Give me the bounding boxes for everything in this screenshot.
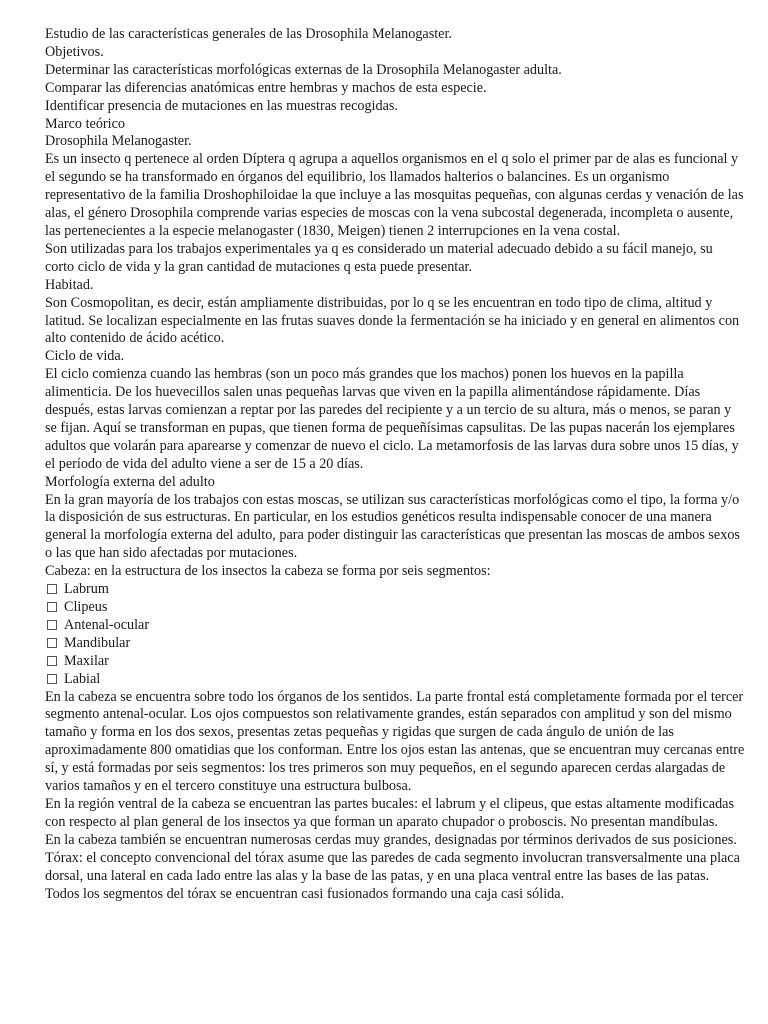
paragraph-lifecycle: El ciclo comienza cuando las hembras (son un poco más grandes que los machos) ponen los huevos en la papilla alimenticia. De los huevecillos salen unas pequeñas larvas que viven en la papilla alimentándose rápidamente. Días después, estas larvas comienzan a reptar por las paredes del recipiente y a un tercio de su altura, más o menos, se paran y se fijan. Aquí se transforman en pupas, que tienen forma de pequeñísimas capsulitas. De las pupas nacerán los ejemplares adultos que volarán para aparearse y comenzar de nuevo el ciclo. La metamorfosis de las larvas dura sobre unos 15 días, y el período de vida del adulto viene a ser de 15 a 20 días. <box>45 366 739 472</box>
paragraph-species-2: Son utilizadas para los trabajos experimentales ya q es considerado un material adecuado debido a su fácil manejo, su corto ciclo de vida y la gran cantidad de mutaciones q esta puede presentar. <box>45 240 713 275</box>
document-title: Estudio de las características generales de las Drosophila Melanogaster. <box>45 26 452 42</box>
head-segment-label: Maxilar <box>64 652 109 669</box>
morphology-heading: Morfología externa del adulto <box>45 473 215 490</box>
lifecycle-heading: Ciclo de vida. <box>45 348 125 365</box>
objectives-heading: Objetivos. <box>45 43 104 60</box>
paragraph-species-1: Es un insecto q pertenece al orden Díptera q agrupa a aquellos organismos en el q solo el primer par de alas es funcional y el segundo se ha transformado en órganos del equilibrio, los llamados halterios o balancines. Es un organismo representativo de la familia Droshophiloidae la que incluye a las mosquitas pequeñas, con algunas cerdas y venación de las alas, el género Drosophila comprende varias especies de moscas con la vena subcostal degenerada, incompleta o ausente, las pertenecientes a la especie melanogaster (1830, Meigen) tienen 2 interrupciones en la vena costal. <box>45 151 744 239</box>
head-intro: Cabeza: en la estructura de los insectos la cabeza se forma por seis segmentos: <box>45 563 491 580</box>
objective-item: Identificar presencia de mutaciones en las muestras recogidas. <box>45 97 398 114</box>
list-item <box>45 581 745 599</box>
paragraph-head-1: En la cabeza se encuentra sobre todo los órganos de los sentidos. La parte frontal está completamente formada por el tercer segmento antenal-ocular. Los ojos compuestos son relativamente grandes, están separados con amplitud y son del mismo tamaño y forma en los dos sexos, presentas zetas pequeñas y rigidas que surgen de cada ángulo de unión de las aproximadamente 800 omatidias que los conforman. Entre los ojos estan las antenas, que se encuentran muy cercanas entre sí, y está formadas por seis segmentos: los tres primeros son muy pequeños, en el segundo aparecen cerdas alargadas de varios tamaños y en el tercero constituye una estructura bulbosa. <box>45 688 745 795</box>
objective-item: Determinar las características morfológicas externas de la Drosophila Melanogaster adulta. <box>45 61 562 78</box>
paragraph-morphology: En la gran mayoría de los trabajos con estas moscas, se utilizan sus características morfológicas como el tipo, la forma y/o la disposición de sus estructuras. En particular, en los estudios genéticos resulta indispensable conocer de una manera general la morfología externa del adulto, para poder distinguir las características que presentan las moscas de ambos sexos o las que han sido afectadas por mutaciones. <box>45 491 740 562</box>
habitat-heading: Habitad. <box>45 276 94 293</box>
bullet-box-icon <box>47 602 57 612</box>
head-segment-label: Mandibular <box>64 634 131 651</box>
list-item <box>45 599 745 617</box>
bullet-box-icon <box>47 638 57 648</box>
bullet-box-icon <box>47 656 57 666</box>
paragraph-head-3: En la cabeza también se encuentran numerosas cerdas muy grandes, designadas por términos derivados de sus posiciones. <box>45 831 737 848</box>
head-segment-label: Labrum <box>64 581 109 598</box>
list-item <box>45 653 745 671</box>
head-segment-label: Antenal-ocular <box>64 616 150 633</box>
list-item <box>45 635 745 653</box>
framework-heading: Marco teórico <box>45 115 125 132</box>
document-page <box>45 26 745 903</box>
bullet-box-icon <box>47 584 57 594</box>
paragraph-habitat: Son Cosmopolitan, es decir, están ampliamente distribuidas, por lo q se les encuentran en todo tipo de clima, altitud y latitud. Se localizan especialmente en las frutas suaves donde la fermentación se ha iniciado y en general en alimentos con alto contenido de ácido acético. <box>45 294 740 347</box>
head-segment-label: Labial <box>64 670 101 687</box>
paragraph-head-2: En la región ventral de la cabeza se encuentran las partes bucales: el labrum y el clipeus, que estas altamente modificadas con respecto al plan general de los insectos ya que forman un aparato chupador o proboscis. No presentan mandíbulas. <box>45 795 734 830</box>
list-item <box>45 617 745 635</box>
list-item <box>45 671 745 689</box>
bullet-box-icon <box>47 620 57 630</box>
bullet-box-icon <box>47 674 57 684</box>
head-segment-label: Clipeus <box>64 599 108 615</box>
objective-item: Comparar las diferencias anatómicas entre hembras y machos de esta especie. <box>45 79 487 96</box>
paragraph-thorax: Tórax: el concepto convencional del tórax asume que las paredes de cada segmento involucran transversalmente una placa dorsal, una lateral en cada lado entre las alas y la base de las patas, y en una placa ventral entre las bases de las patas. Todos los segmentos del tórax se encuentran casi fusionados formando una caja casi sólida. <box>45 849 740 902</box>
species-heading: Drosophila Melanogaster. <box>45 133 192 150</box>
